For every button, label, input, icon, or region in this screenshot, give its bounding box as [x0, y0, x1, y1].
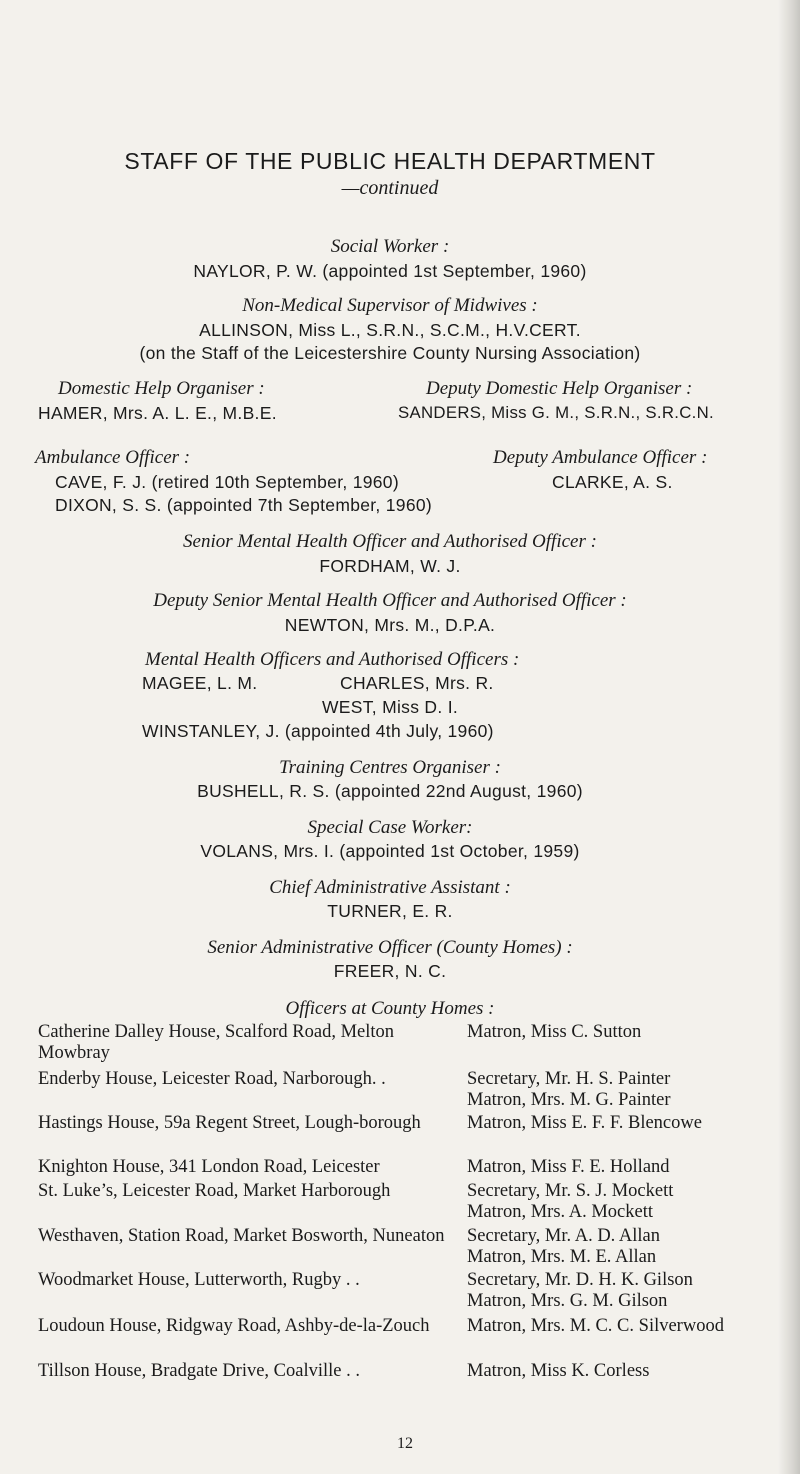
special-case-name: VOLANS, Mrs. I. (appointed 1st October, 1959) — [200, 841, 580, 861]
home-address: Catherine Dalley House, Scalford Road, Melton Mowbray — [38, 1022, 395, 1063]
training-centres-heading: Training Centres Organiser : — [279, 757, 501, 778]
domestic-help-heading: Domestic Help Organiser : — [58, 378, 265, 399]
ambulance-officer-name: CAVE, F. J. (retired 10th September, 1960) — [55, 472, 399, 492]
mental-health-officers-heading: Mental Health Officers and Authorised Officers : — [145, 649, 520, 670]
page-subtitle: —continued — [341, 177, 439, 199]
chief-admin-heading: Chief Administrative Assistant : — [269, 877, 511, 898]
page-edge-shadow — [778, 0, 800, 1474]
training-centres-name: BUSHELL, R. S. (appointed 22nd August, 1960) — [197, 781, 583, 801]
home-officers: Secretary, Mr. S. J. Mockett Matron, Mrs. A. Mockett — [467, 1181, 674, 1222]
home-officers: Secretary, Mr. A. D. Allan Matron, Mrs. M. E. Allan — [467, 1226, 661, 1267]
home-officers: Matron, Mrs. M. C. C. Silverwood — [467, 1316, 724, 1336]
senior-admin-name: FREER, N. C. — [333, 961, 447, 981]
page-number: 12 — [397, 1435, 413, 1452]
home-officers: Secretary, Mr. H. S. Painter Matron, Mrs. M. G. Painter — [467, 1069, 671, 1110]
home-address: Loudoun House, Ridgway Road, Ashby-de-la-Zouch — [38, 1316, 430, 1336]
page-title: STAFF OF THE PUBLIC HEALTH DEPARTMENT — [124, 148, 656, 174]
home-address: Tillson House, Bradgate Drive, Coalville . . — [38, 1361, 361, 1381]
social-worker-heading: Social Worker : — [330, 236, 450, 257]
mental-health-officer-name: WINSTANLEY, J. (appointed 4th July, 1960) — [142, 721, 494, 741]
home-officers: Matron, Miss K. Corless — [467, 1361, 650, 1381]
special-case-heading: Special Case Worker: — [307, 817, 473, 838]
home-address: Woodmarket House, Lutterworth, Rugby . . — [38, 1270, 360, 1290]
mental-health-officer-name: WEST, Miss D. I. — [321, 697, 459, 717]
deputy-senior-mental-health-name: NEWTON, Mrs. M., D.P.A. — [284, 615, 496, 635]
deputy-senior-mental-health-heading: Deputy Senior Mental Health Officer and Authorised Officer : — [153, 590, 627, 611]
senior-mental-health-heading: Senior Mental Health Officer and Authorised Officer : — [183, 531, 597, 552]
home-officers: Matron, Miss F. E. Holland — [467, 1157, 670, 1177]
home-officers: Matron, Miss C. Sutton — [467, 1022, 642, 1042]
deputy-ambulance-officer-name: CLARKE, A. S. — [552, 472, 673, 492]
home-address: Hastings House, 59a Regent Street, Lough-borough — [38, 1113, 421, 1133]
ambulance-officer-name-2: DIXON, S. S. (appointed 7th September, 1960) — [55, 495, 433, 515]
midwives-supervisor-name: ALLINSON, Miss L., S.R.N., S.C.M., H.V.CERT. — [199, 320, 581, 340]
social-worker-name: NAYLOR, P. W. (appointed 1st September, 1960) — [193, 261, 587, 281]
ambulance-officer-heading: Ambulance Officer : — [35, 447, 191, 468]
mental-health-officer-name: MAGEE, L. M. — [142, 673, 258, 693]
home-officers: Secretary, Mr. D. H. K. Gilson Matron, Mrs. G. M. Gilson — [467, 1270, 693, 1311]
midwives-supervisor-heading: Non-Medical Supervisor of Midwives : — [242, 295, 538, 316]
midwives-supervisor-note: (on the Staff of the Leicestershire County Nursing Association) — [139, 343, 641, 363]
chief-admin-name: TURNER, E. R. — [327, 901, 453, 921]
senior-admin-heading: Senior Administrative Officer (County Homes) : — [207, 937, 573, 958]
domestic-help-name: HAMER, Mrs. A. L. E., M.B.E. — [38, 403, 277, 423]
county-homes-heading: Officers at County Homes : — [285, 998, 495, 1019]
deputy-domestic-help-name: SANDERS, Miss G. M., S.R.N., S.R.C.N. — [398, 403, 714, 422]
deputy-ambulance-officer-heading: Deputy Ambulance Officer : — [493, 447, 708, 468]
home-address: Knighton House, 341 London Road, Leicester — [38, 1157, 380, 1177]
mental-health-officer-name: CHARLES, Mrs. R. — [340, 673, 494, 693]
deputy-domestic-help-heading: Deputy Domestic Help Organiser : — [426, 378, 693, 399]
home-address: Westhaven, Station Road, Market Bosworth, Nuneaton — [38, 1226, 445, 1246]
senior-mental-health-name: FORDHAM, W. J. — [319, 556, 461, 576]
home-officers: Matron, Miss E. F. F. Blencowe — [467, 1113, 702, 1133]
home-address: St. Luke’s, Leicester Road, Market Harborough — [38, 1181, 391, 1201]
home-address: Enderby House, Leicester Road, Narborough. . — [38, 1069, 386, 1089]
